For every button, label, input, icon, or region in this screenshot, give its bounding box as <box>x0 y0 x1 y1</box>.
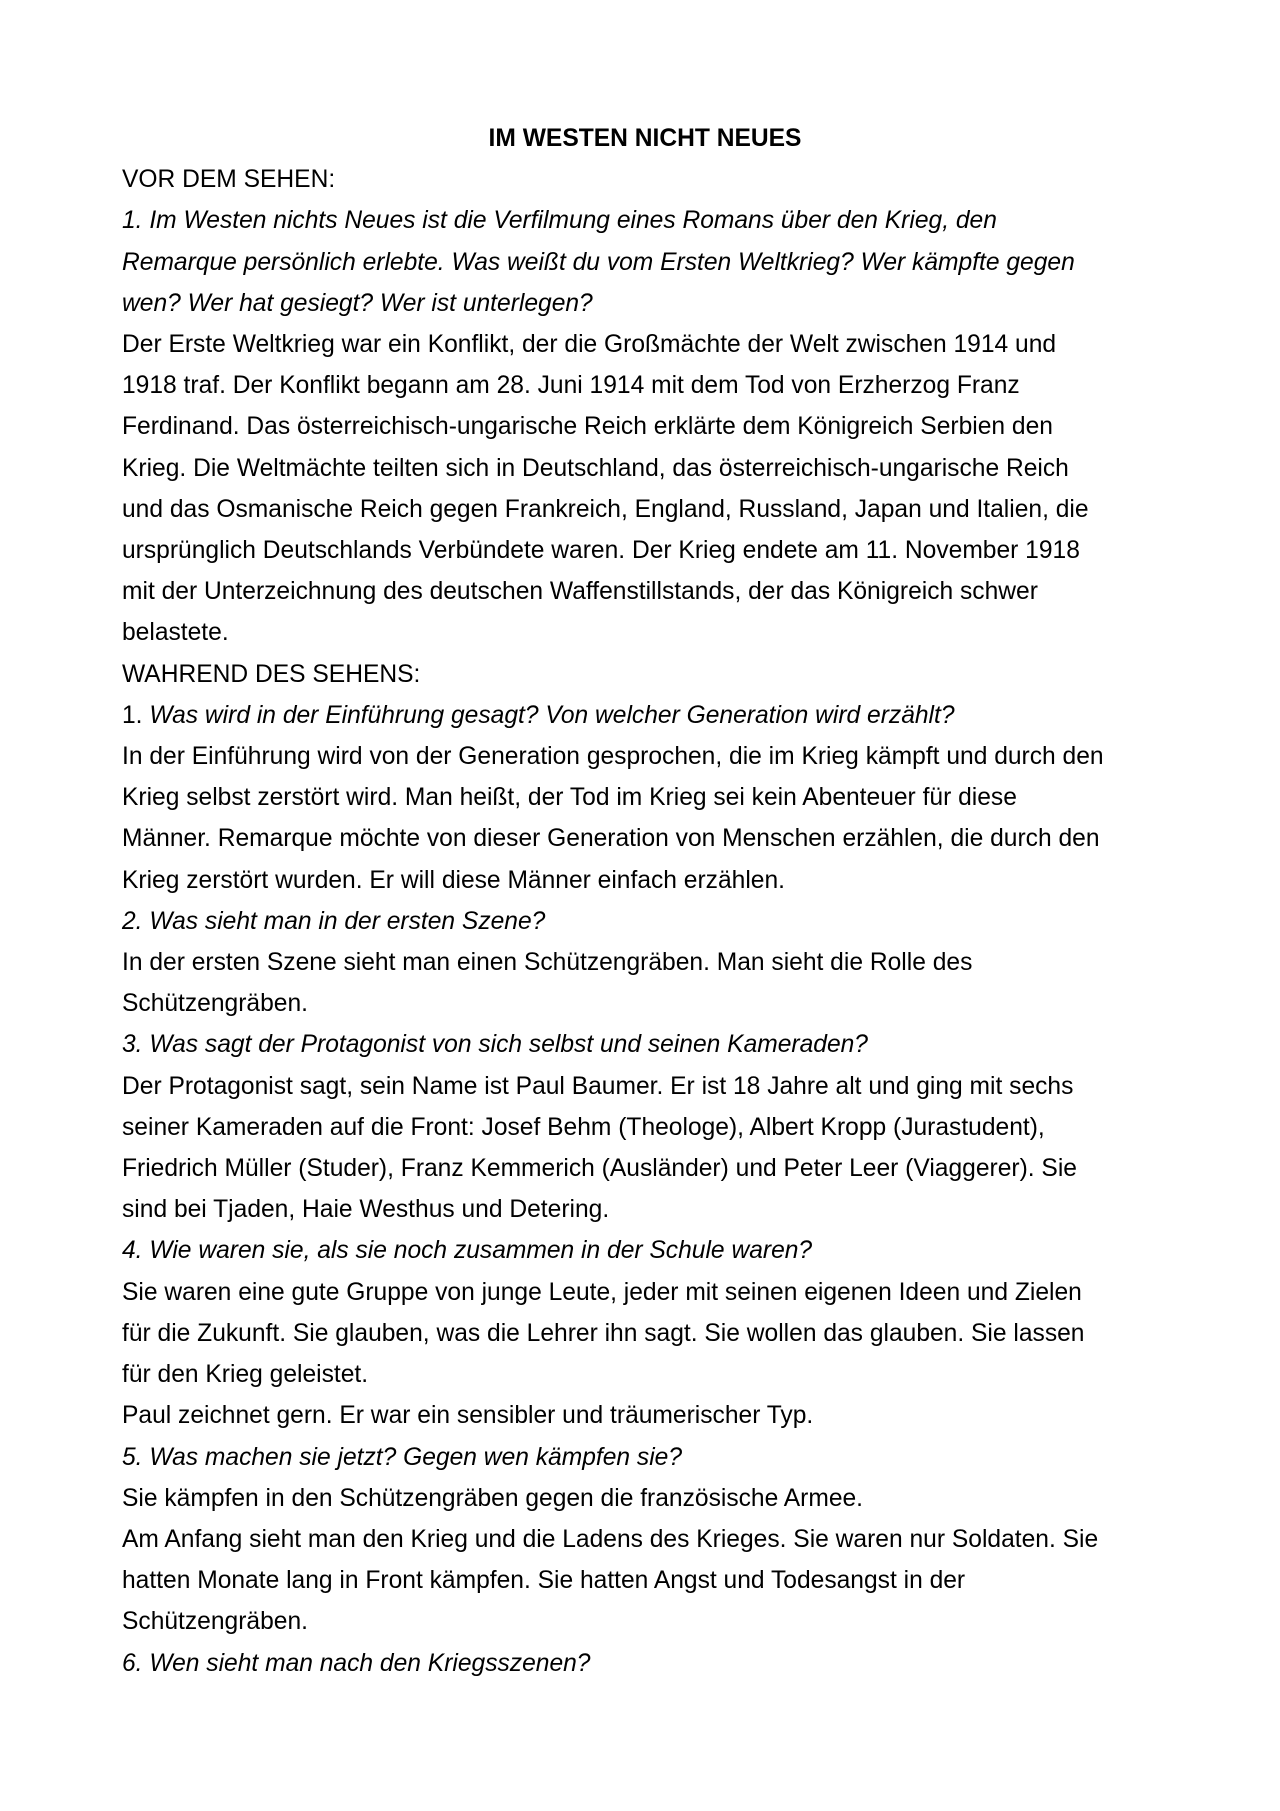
text-line: Der Protagonist sagt, sein Name ist Paul Baumer. Er ist 18 Jahre alt und ging mit sechs <box>122 1072 1074 1100</box>
text-line: hatten Monate lang in Front kämpfen. Sie hatten Angst und Todesangst in der <box>122 1567 966 1595</box>
text-line: In der Einführung wird von der Generation gesprochen, die im Krieg kämpft und durch den <box>122 743 1104 771</box>
question-line: 1. Im Westen nichts Neues ist die Verfilmung eines Romans über den Krieg, den <box>122 207 997 235</box>
text-line: ursprünglich Deutschlands Verbündete waren. Der Krieg endete am 11. November 1918 <box>122 537 1080 565</box>
text-line: WAHREND DES SEHENS: <box>122 660 421 688</box>
text-line: belastete. <box>122 619 229 647</box>
document-text <box>122 159 1168 1684</box>
text-line: Ferdinand. Das österreichisch-ungarische Reich erklärte dem Königreich Serbien den <box>122 413 1053 441</box>
text-line: Krieg selbst zerstört wird. Man heißt, der Tod im Krieg sei kein Abenteuer für diese <box>122 784 1017 812</box>
text-line: mit der Unterzeichnung des deutschen Waffenstillstands, der das Königreich schwer <box>122 578 1038 606</box>
text-line: Der Erste Weltkrieg war ein Konflikt, der die Großmächte der Welt zwischen 1914 und <box>122 331 1057 359</box>
text-line: Am Anfang sieht man den Krieg und die Ladens des Krieges. Sie waren nur Soldaten. Sie <box>122 1525 1099 1553</box>
question-text: Was wird in der Einführung gesagt? Von welcher Generation wird erzählt? <box>149 701 955 729</box>
question-line: 2. Was sieht man in der ersten Szene? <box>122 907 546 935</box>
text-line: Paul zeichnet gern. Er war ein sensibler und träumerischer Typ. <box>122 1402 814 1430</box>
text-line: und das Osmanische Reich gegen Frankreich, England, Russland, Japan und Italien, die <box>122 495 1089 523</box>
text-line: sind bei Tjaden, Haie Westhus und Detering. <box>122 1196 610 1224</box>
question-line: Remarque persönlich erlebte. Was weißt du vom Ersten Weltkrieg? Wer kämpfte gegen <box>122 248 1075 276</box>
question-line: 4. Wie waren sie, als sie noch zusammen in der Schule waren? <box>122 1237 813 1265</box>
text-line: Schützengräben. <box>122 1608 308 1636</box>
text-line: Sie waren eine gute Gruppe von junge Leute, jeder mit seinen eigenen Ideen und Zielen <box>122 1278 1082 1306</box>
text-line: für den Krieg geleistet. <box>122 1361 369 1389</box>
text-line: Schützengräben. <box>122 990 308 1018</box>
question-line: 3. Was sagt der Protagonist von sich selbst und seinen Kameraden? <box>122 1031 868 1059</box>
text-line: Krieg zerstört wurden. Er will diese Männer einfach erzählen. <box>122 866 785 894</box>
text-line: Männer. Remarque möchte von dieser Generation von Menschen erzählen, die durch den <box>122 825 1100 853</box>
text-line: Sie kämpfen in den Schützengräben gegen die französische Armee. <box>122 1484 864 1512</box>
text-line: In der ersten Szene sieht man einen Schützengräben. Man sieht die Rolle des <box>122 949 973 977</box>
question-line: wen? Wer hat gesiegt? Wer ist unterlegen? <box>122 289 593 317</box>
document-body <box>122 118 1168 1684</box>
text-line: Krieg. Die Weltmächte teilten sich in Deutschland, das österreichisch-ungarische Reich <box>122 454 1069 482</box>
question-line <box>122 695 1168 736</box>
text-line: Friedrich Müller (Studer), Franz Kemmerich (Ausländer) und Peter Leer (Viaggerer). Sie <box>122 1155 1077 1183</box>
question-line: 6. Wen sieht man nach den Kriegsszenen? <box>122 1649 591 1677</box>
text-line: für die Zukunft. Sie glauben, was die Lehrer ihn sagt. Sie wollen das glauben. Sie lassen <box>122 1319 1085 1347</box>
question-line: 5. Was machen sie jetzt? Gegen wen kämpfen sie? <box>122 1443 683 1471</box>
text-line: VOR DEM SEHEN: <box>122 166 336 194</box>
question-number: 1. <box>122 701 150 729</box>
text-line: seiner Kameraden auf die Front: Josef Behm (Theologe), Albert Kropp (Jurastudent), <box>122 1113 1045 1141</box>
document-title: IM WESTEN NICHT NEUES <box>488 125 802 152</box>
text-line: 1918 traf. Der Konflikt begann am 28. Juni 1914 mit dem Tod von Erzherzog Franz <box>122 372 1020 400</box>
